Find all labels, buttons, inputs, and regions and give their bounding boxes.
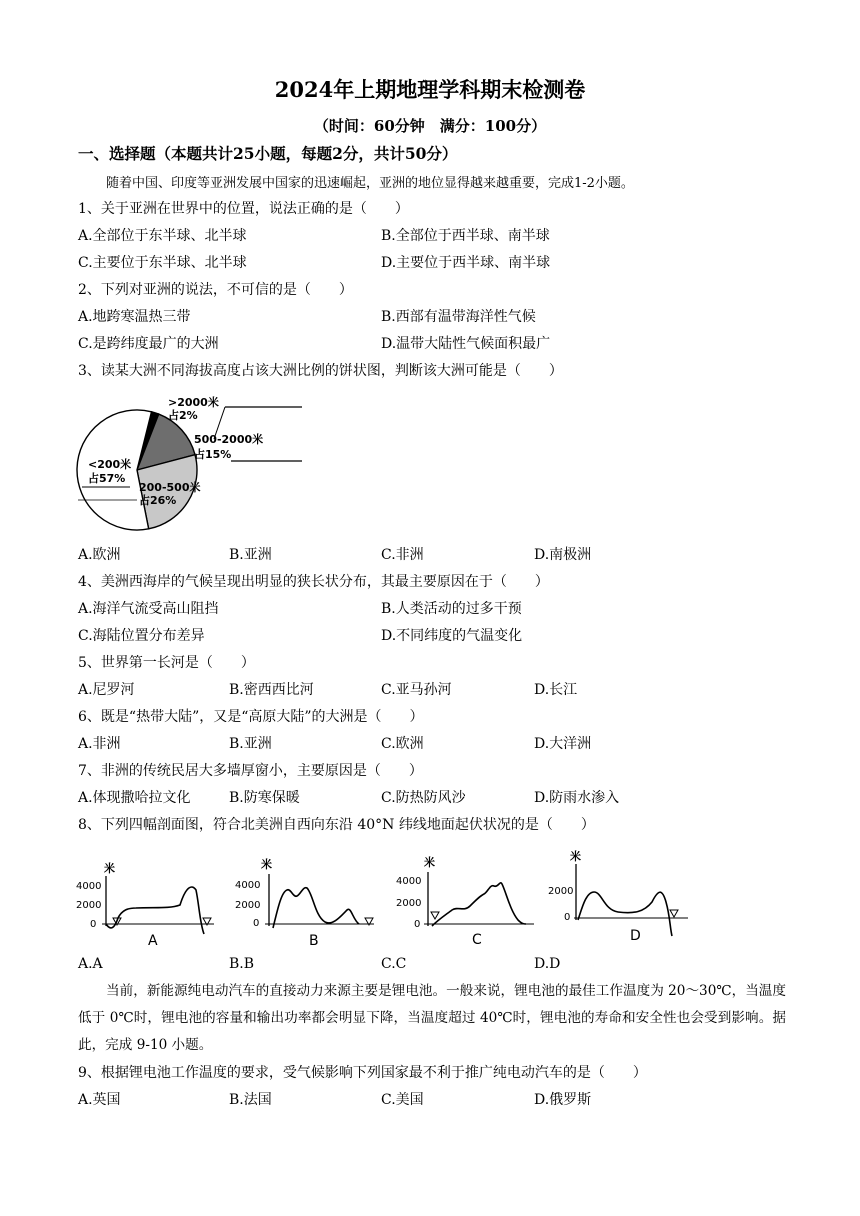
option-1d: D.主要位于西半球、南半球	[381, 255, 551, 271]
profile-d-terrain-line	[578, 892, 672, 936]
share-500-2000: 占15%	[194, 448, 232, 461]
question-8: 8、下列四幅剖面图，符合北美洲自西向东沿 40°N 纬线地面起伏状况的是（ ）	[78, 817, 595, 833]
option-4d: D.不同纬度的气温变化	[381, 628, 523, 644]
profile-a-terrain-line	[106, 887, 204, 934]
label-under-200: <200米	[88, 458, 132, 471]
option-2b: B.西部有温带海洋性气候	[381, 309, 536, 325]
option-5d: D.长江	[534, 682, 578, 698]
profile-d-unit: 米	[570, 850, 581, 863]
option-3d: D.南极洲	[534, 547, 592, 563]
option-1c: C.主要位于东半球、北半球	[78, 255, 247, 271]
profile-c-tick-4000: 4000	[396, 876, 422, 887]
question-9: 9、根据锂电池工作温度的要求，受气候影响下列国家最不利于推广纯电动汽车的是（ ）	[78, 1065, 647, 1081]
profile-c-unit: 米	[424, 856, 435, 869]
question-3: 3、读某大洲不同海拔高度占该大洲比例的饼状图，判断该大洲可能是（ ）	[78, 363, 563, 379]
profile-chart-c	[394, 850, 544, 950]
intro-text-2: 当前，新能源纯电动汽车的直接动力来源主要是锂电池。一般来说，锂电池的最佳工作温度为 20～30℃，当温度低于 0℃时，锂电池的容量和输出功率都会明显下降，当温度超过 40℃时，锂电池的寿命和安全性也会受到影响。据此，完成 9-10 小题。	[78, 983, 786, 1053]
profile-chart-a	[74, 850, 224, 950]
profile-c-sea-level-marker	[431, 912, 439, 919]
profile-c-letter: C	[472, 932, 482, 948]
share-over-2000: 占2%	[168, 409, 198, 422]
option-7d: D.防雨水渗入	[534, 790, 620, 806]
option-4c: C.海陆位置分布差异	[78, 628, 205, 644]
question-2: 2、下列对亚洲的说法，不可信的是（ ）	[78, 282, 353, 298]
option-6c: C.欧洲	[381, 736, 424, 752]
profile-c-terrain-line	[432, 883, 526, 926]
question-4: 4、美洲西海岸的气候呈现出明显的狭长状分布，其最主要原因在于（ ）	[78, 574, 549, 590]
option-4a: A.海洋气流受高山阻挡	[78, 601, 219, 617]
profile-d-letter: D	[630, 928, 641, 944]
profile-d-sea-level-marker	[670, 910, 678, 917]
profile-a-tick-0: 0	[90, 919, 97, 930]
label-over-2000: >2000米	[168, 396, 219, 409]
profile-d-tick-0: 0	[564, 912, 571, 923]
option-3b: B.亚洲	[229, 547, 272, 563]
question-7: 7、非洲的传统民居大多墙厚窗小，主要原因是（ ）	[78, 763, 423, 779]
option-3a: A.欧洲	[78, 547, 121, 563]
profile-b-unit: 米	[261, 858, 272, 871]
exam-info: （时间：60分钟 满分：100分）	[313, 117, 547, 135]
option-9d: D.俄罗斯	[534, 1092, 592, 1108]
profile-a-tick-2000: 2000	[76, 900, 102, 911]
label-500-2000: 500-2000米	[194, 433, 264, 446]
option-6d: D.大洋洲	[534, 736, 592, 752]
option-8d: D.D	[534, 956, 561, 972]
question-5: 5、世界第一长河是（ ）	[78, 655, 255, 671]
option-8c: C.C	[381, 956, 407, 972]
profile-b-tick-0: 0	[253, 918, 260, 929]
label-200-500: 200-500米	[139, 481, 201, 494]
option-2c: C.是跨纬度最广的大洲	[78, 336, 219, 352]
option-8b: B.B	[229, 956, 255, 972]
option-2a: A.地跨寒温热三带	[78, 309, 191, 325]
option-9a: A.英国	[78, 1092, 121, 1108]
profile-c-tick-2000: 2000	[396, 898, 422, 909]
option-7c: C.防热防风沙	[381, 790, 466, 806]
option-5a: A.尼罗河	[78, 682, 135, 698]
option-5b: B.密西西比河	[229, 682, 314, 698]
option-6a: A.非洲	[78, 736, 121, 752]
option-7b: B.防寒保暖	[229, 790, 300, 806]
share-200-500: 占26%	[139, 494, 177, 507]
option-4b: B.人类活动的过多干预	[381, 601, 522, 617]
option-8a: A.A	[78, 956, 103, 972]
profile-b-tick-2000: 2000	[235, 900, 261, 911]
option-1a: A.全部位于东半球、北半球	[78, 228, 247, 244]
question-1: 1、关于亚洲在世界中的位置，说法正确的是（ ）	[78, 201, 409, 217]
profile-b-terrain-line	[273, 888, 359, 928]
profile-chart-b	[229, 850, 384, 950]
profile-d-tick-2000: 2000	[548, 886, 574, 897]
profile-a-tick-4000: 4000	[76, 881, 102, 892]
profile-a-unit: 米	[104, 862, 115, 875]
profile-b-letter: B	[309, 933, 319, 949]
question-6: 6、既是“热带大陆”，又是“高原大陆”的大洲是（ ）	[78, 709, 424, 725]
profile-chart-d	[548, 850, 698, 950]
profile-a-letter: A	[148, 933, 158, 949]
profile-b-tick-4000: 4000	[235, 880, 261, 891]
elevation-pie-chart	[70, 385, 310, 535]
option-6b: B.亚洲	[229, 736, 272, 752]
page-title: 2024年上期地理学科期末检测卷	[274, 77, 586, 102]
option-7a: A.体现撒哈拉文化	[78, 790, 191, 806]
section-heading: 一、选择题（本题共计25小题，每题2分，共计50分）	[78, 144, 458, 163]
option-1b: B.全部位于西半球、南半球	[381, 228, 550, 244]
option-2d: D.温带大陆性气候面积最广	[381, 336, 551, 352]
intro-text: 随着中国、印度等亚洲发展中国家的迅速崛起，亚洲的地位显得越来越重要，完成1-2小题。	[106, 176, 634, 191]
option-3c: C.非洲	[381, 547, 424, 563]
option-9c: C.美国	[381, 1092, 424, 1108]
option-5c: C.亚马孙河	[381, 682, 452, 698]
profile-c-tick-0: 0	[414, 919, 421, 930]
share-under-200: 占57%	[88, 472, 126, 485]
option-9b: B.法国	[229, 1092, 272, 1108]
